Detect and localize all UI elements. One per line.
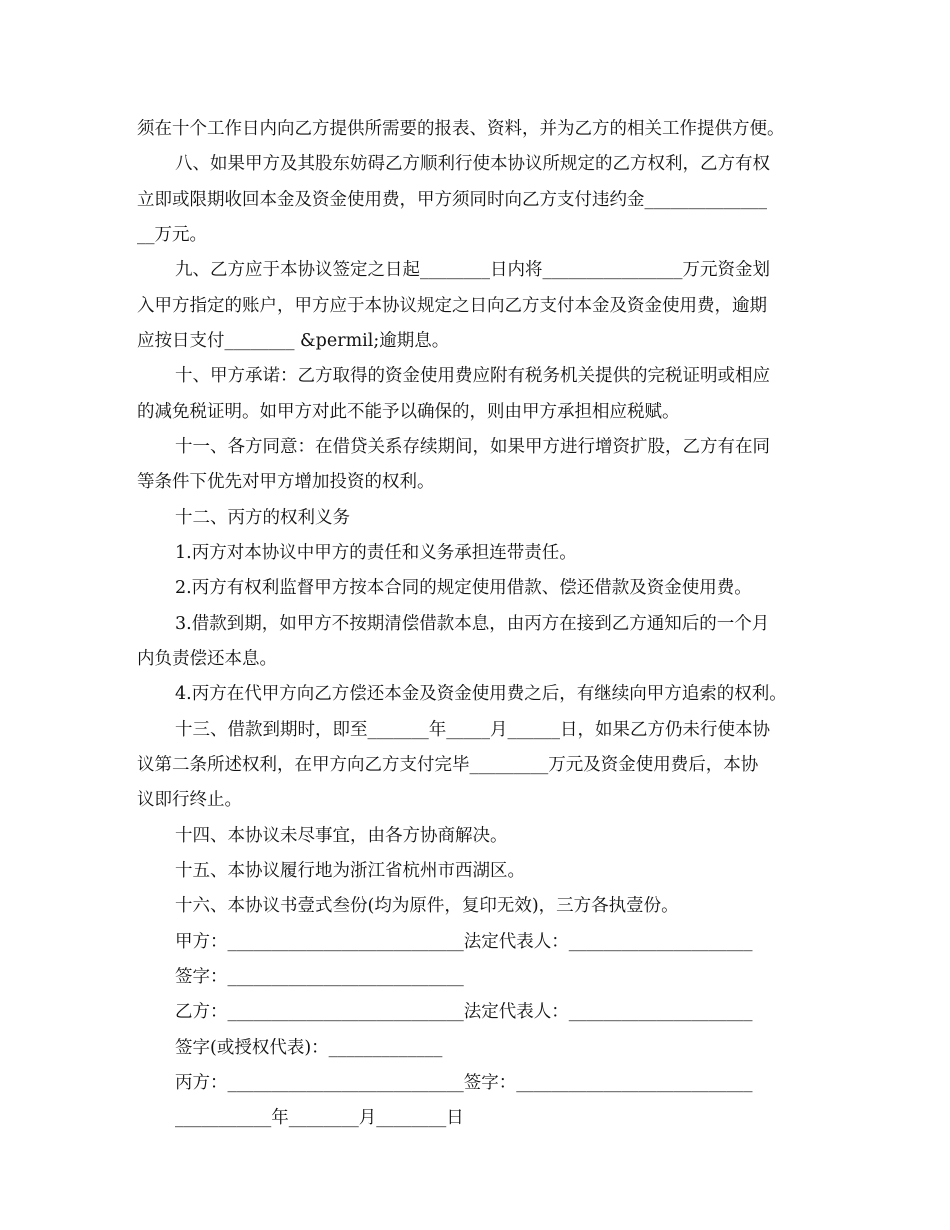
list-item: 2.丙方有权利监督甲方按本合同的规定使用借款、偿还借款及资金使用费。 [175, 578, 752, 599]
paragraph-line: 十三、借款到期时，即至_______年_____月______日，如果乙方仍未行使本协 [175, 719, 770, 740]
paragraph-line: 八、如果甲方及其股东妨碍乙方顺利行使本协议所规定的乙方权利，乙方有权 [175, 154, 770, 175]
paragraph-line: 十四、本协议未尽事宜，由各方协商解决。 [175, 825, 508, 846]
date-field: ___________年________月________日 [175, 1108, 464, 1129]
list-item: 1.丙方对本协议中甲方的责任和义务承担连带责任。 [175, 543, 577, 563]
paragraph-line: 十一、各方同意：在借贷关系存续期间，如果甲方进行增资扩股，乙方有在同 [175, 437, 770, 457]
list-item: 4.丙方在代甲方向乙方偿还本金及资金使用费之后，有继续向甲方追索的权利。 [175, 684, 787, 705]
list-item: 3.借款到期，如甲方不按期清偿借款本息，由丙方在接到乙方通知后的一个月 [175, 613, 770, 634]
paragraph-line: 的减免税证明。如甲方对此不能予以确保的，则由甲方承担相应税赋。 [137, 401, 680, 422]
signature-field-party-b: 乙方：___________________________法定代表人：_____________________ [175, 1002, 753, 1023]
paragraph-line: __万元。 [137, 225, 207, 245]
paragraph-line: 议即行终止。 [137, 790, 242, 811]
list-item-continuation: 内负责偿还本息。 [137, 648, 277, 669]
section-heading: 十二、丙方的权利义务 [175, 507, 350, 528]
paragraph-line: 议第二条所述权利，在甲方向乙方支付完毕_________万元及资金使用费后，本协 [137, 754, 759, 775]
paragraph-line: 应按日支付________ &permil;逾期息。 [137, 331, 450, 351]
paragraph-line: 立即或限期收回本金及资金使用费，甲方须同时向乙方支付违约金______________ [137, 189, 767, 210]
signature-field-party-c: 丙方：___________________________签字：___________________________ [175, 1072, 753, 1093]
paragraph-line: 十、甲方承诺：乙方取得的资金使用费应附有税务机关提供的完税证明或相应 [175, 366, 770, 387]
signature-field-party-a-sign: 签字：___________________________ [175, 966, 464, 987]
paragraph-line: 十五、本协议履行地为浙江省杭州市西湖区。 [175, 860, 525, 881]
paragraph-line: 入甲方指定的账户，甲方应于本协议规定之日向乙方支付本金及资金使用费，逾期 [137, 295, 767, 316]
paragraph-line: 须在十个工作日内向乙方提供所需要的报表、资料，并为乙方的相关工作提供方便。 [137, 119, 785, 139]
paragraph-line: 等条件下优先对甲方增加投资的权利。 [137, 472, 435, 493]
paragraph-line: 十六、本协议书壹式叁份(均为原件，复印无效)，三方各执壹份。 [175, 896, 679, 917]
signature-field-party-b-sign: 签字(或授权代表)：_____________ [175, 1037, 443, 1058]
paragraph-line: 九、乙方应于本协议签定之日起________日内将________________万元资金划 [175, 260, 770, 281]
signature-field-party-a: 甲方：___________________________法定代表人：_____________________ [175, 931, 753, 952]
